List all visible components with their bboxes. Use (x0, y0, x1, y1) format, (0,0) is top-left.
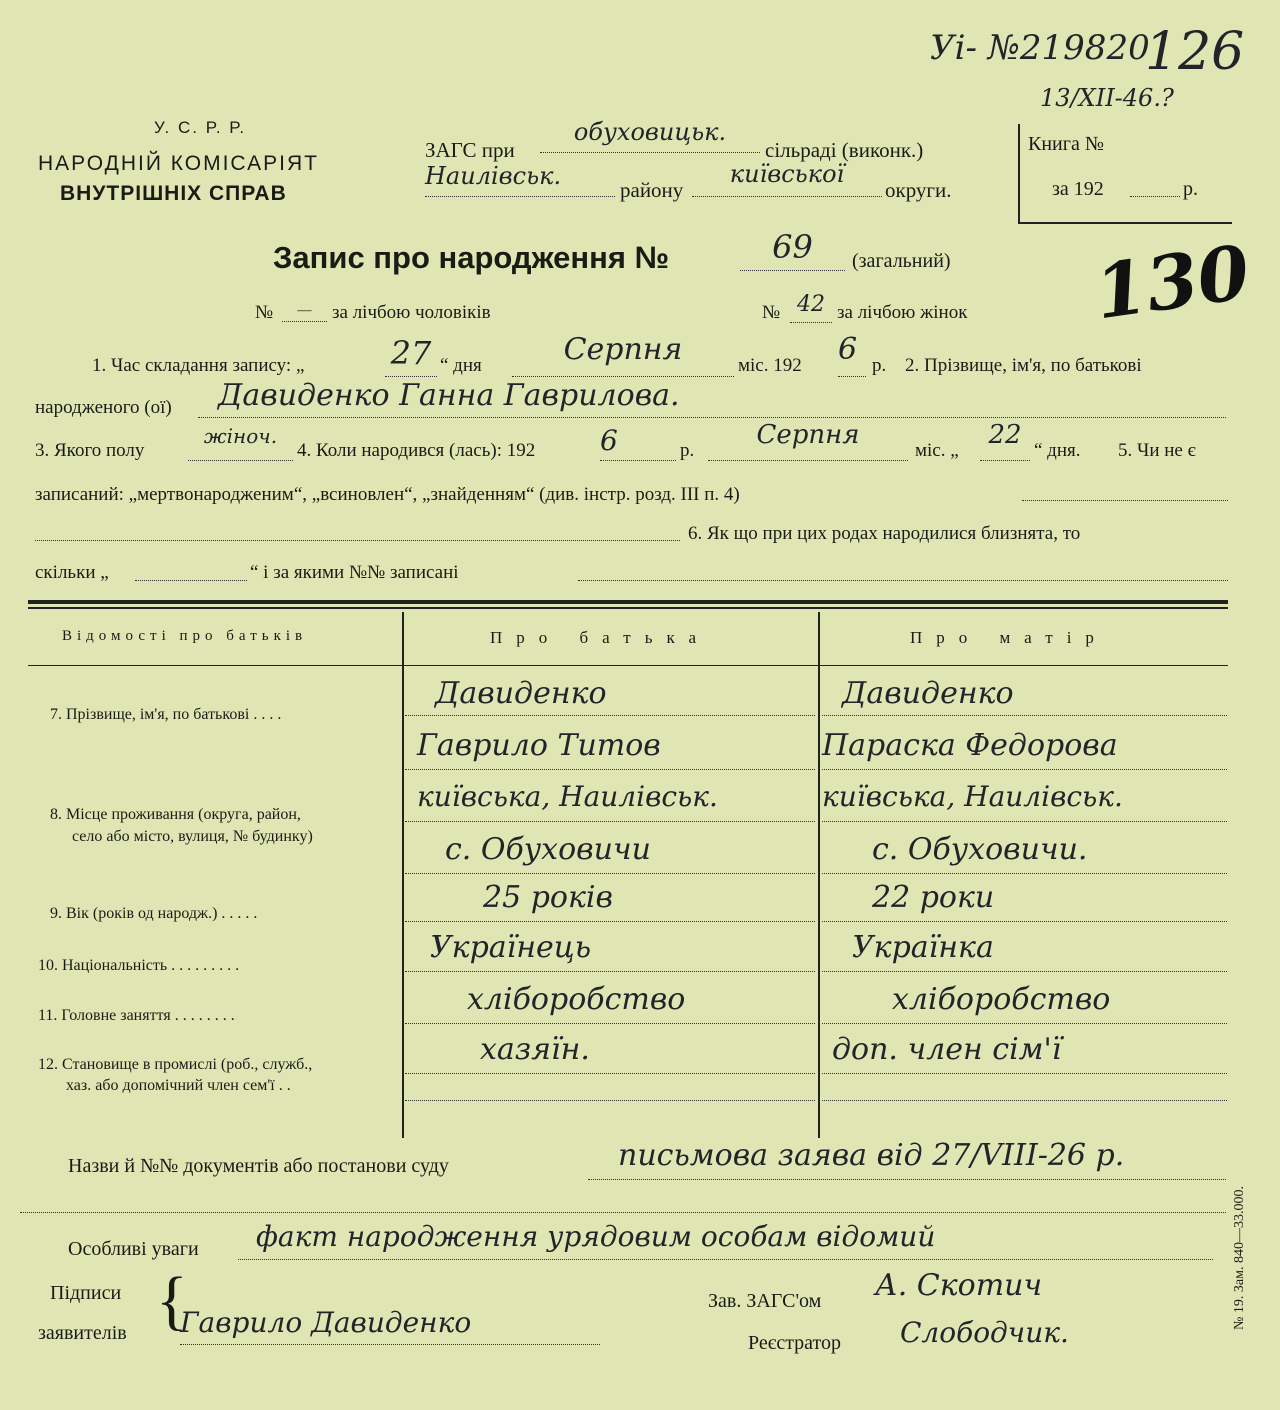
zags-suffix2: округи. (885, 178, 952, 202)
row-8-label: 8. Місце проживання (округа, район, (50, 806, 301, 823)
book-year-suffix: р. (1183, 178, 1198, 200)
q6b-count-blank (135, 580, 247, 581)
mother-occupation: хліборобство (822, 982, 1227, 1024)
q1-r: р. (872, 355, 887, 376)
row-9-label: 9. Вік (років од народж.) . . . . . (50, 905, 258, 922)
mother-age: 22 роки (822, 880, 1227, 922)
q4-day: 22 (980, 420, 1030, 461)
book-label: Книга № (1028, 133, 1104, 155)
mother-nationality: Українка (822, 930, 1227, 972)
mother-surname: Давиденко (822, 676, 1227, 716)
q4-month: Серпня (708, 420, 908, 461)
women-label: за лічбою жінок (837, 302, 968, 323)
commissariat-line1: НАРОДНІЙ КОМІСАРІЯТ (38, 152, 319, 175)
zags-district: Наилівськ. (425, 162, 615, 197)
q5-blank (1022, 500, 1228, 501)
q6b-suffix: “ і за якими №№ записані (250, 562, 459, 583)
born-label: народженого (ої) (35, 397, 172, 418)
father-nationality: Українець (405, 930, 815, 972)
table-col-divider-2 (818, 612, 820, 1138)
notes-value: факт народження урядовим особам відомий (238, 1220, 1213, 1260)
registrar-signature: Слободчик. (900, 1316, 1069, 1349)
q5-line: записаний: „мертвонародженим“, „всиновлен“, „знайденням“ (див. інстр. розд. III п. 4) (35, 484, 740, 505)
commissariat-line2: ВНУТРІШНІХ СПРАВ (60, 182, 287, 205)
ussr-label: У. С. Р. Р. (154, 118, 247, 137)
q1-mis: міс. 192 (738, 355, 802, 376)
table-header-father: Про батька (490, 628, 711, 647)
table-header-rule (28, 665, 1228, 666)
zags-village: обуховицьк. (540, 118, 760, 153)
zags-prefix: ЗАГС при (425, 138, 515, 162)
signatures-label2: заявителів (38, 1322, 127, 1344)
q3-sex: жіноч. (188, 424, 293, 461)
mother-region: київська, Наилівськ. (822, 780, 1227, 822)
q1-day-suffix: “ дня (440, 355, 482, 376)
men-value: — (282, 303, 327, 322)
registrar-label: Реєстратор (748, 1332, 842, 1354)
q1-year: 6 (838, 332, 866, 377)
archive-date: 13/XII-46.? (1040, 84, 1174, 112)
record-title-suffix: (загальний) (852, 250, 951, 272)
father-region: київська, Наилівськ. (405, 780, 815, 822)
q6-blank-lead (35, 540, 680, 541)
applicant-signature: Гаврило Давиденко (180, 1306, 600, 1345)
row-7-label: 7. Прізвище, ім'я, по батькові . . . . (50, 706, 282, 723)
row-10-label: 10. Національність . . . . . . . . . (38, 957, 240, 974)
documents-blank-line (20, 1212, 1226, 1213)
signatures-brace: { (156, 1264, 188, 1337)
mother-name: Параска Федорова (822, 728, 1227, 770)
table-header-mother: Про матір (910, 628, 1108, 647)
stamp-number: 130 (1089, 229, 1255, 337)
q5-label: 5. Чи не є (1118, 440, 1196, 461)
father-status: хазяїн. (405, 1032, 815, 1074)
head-label: Зав. ЗАГС'ом (708, 1290, 822, 1312)
row-11-label: 11. Головне заняття . . . . . . . . (38, 1007, 235, 1024)
father-village: с. Обуховичи (405, 832, 815, 874)
documents-value: письмова заява від 27/VIII-26 р. (588, 1138, 1226, 1180)
mother-village: с. Обуховичи. (822, 832, 1227, 874)
q4-year: 6 (600, 424, 676, 461)
row-12-label2: хаз. або допомічний член сем'ї . . (66, 1077, 291, 1094)
zags-mid: району (620, 178, 684, 202)
mother-blank-line (822, 1100, 1227, 1101)
signatures-label1: Підписи (50, 1282, 122, 1304)
record-number: 69 (740, 228, 845, 271)
father-age: 25 років (405, 880, 815, 922)
father-blank-line (405, 1100, 815, 1101)
father-name: Гаврило Титов (405, 728, 815, 770)
father-surname: Давиденко (405, 676, 815, 716)
head-signature: А. Скотич (875, 1268, 1043, 1303)
father-occupation: хліборобство (405, 982, 815, 1024)
q1-label: 1. Час складання запису: „ (92, 355, 305, 376)
men-label: за лічбою чоловіків (332, 302, 491, 323)
q1-day: 27 (385, 334, 437, 377)
notes-label: Особливі уваги (68, 1238, 199, 1260)
q6-line: 6. Як що при цих родах народилися близнята, то (688, 523, 1081, 544)
q4-r: р. (680, 440, 695, 461)
q2-label: 2. Прізвище, ім'я, по батькові (905, 355, 1142, 376)
men-prefix: № (255, 302, 274, 323)
women-prefix: № (762, 302, 781, 323)
folio-number: 126 (1145, 22, 1245, 82)
side-print: № 19. Зам. 840—33.000. (1232, 1186, 1247, 1330)
row-12-label: 12. Становище в промислі (роб., служб., (38, 1056, 313, 1073)
row-8-label2: село або місто, вулиця, № будинку) (72, 828, 313, 845)
archive-number: Уі- №219820 (930, 28, 1150, 68)
women-value: 42 (790, 292, 832, 323)
q4-mis: міс. „ (915, 440, 959, 461)
q3-label: 3. Якого полу (35, 440, 145, 461)
q6b-numbers-blank (578, 580, 1228, 581)
zags-okruha: київської (692, 160, 882, 197)
zags-suffix1: сільраді (виконк.) (765, 138, 924, 162)
q1-month: Серпня (512, 332, 734, 377)
book-year-blank (1130, 196, 1180, 197)
table-header-info: Відомості про батьків (62, 628, 308, 644)
born-name: Давиденко Ганна Гаврилова. (198, 378, 1226, 418)
record-title: Запис про народження № (273, 240, 670, 275)
q4-label: 4. Коли народився (лась): 192 (297, 440, 536, 461)
table-col-divider-1 (402, 612, 404, 1138)
q4-day-suffix: “ дня. (1034, 440, 1081, 461)
documents-label: Назви й №№ документів або постанови суду (68, 1155, 449, 1177)
q6b-label: скільки „ (35, 562, 109, 583)
table-top-rule (28, 600, 1228, 604)
book-year-prefix: за 192 (1052, 178, 1104, 200)
mother-status: доп. член сім'ї (822, 1032, 1227, 1074)
table-top-rule-thin (28, 607, 1228, 609)
